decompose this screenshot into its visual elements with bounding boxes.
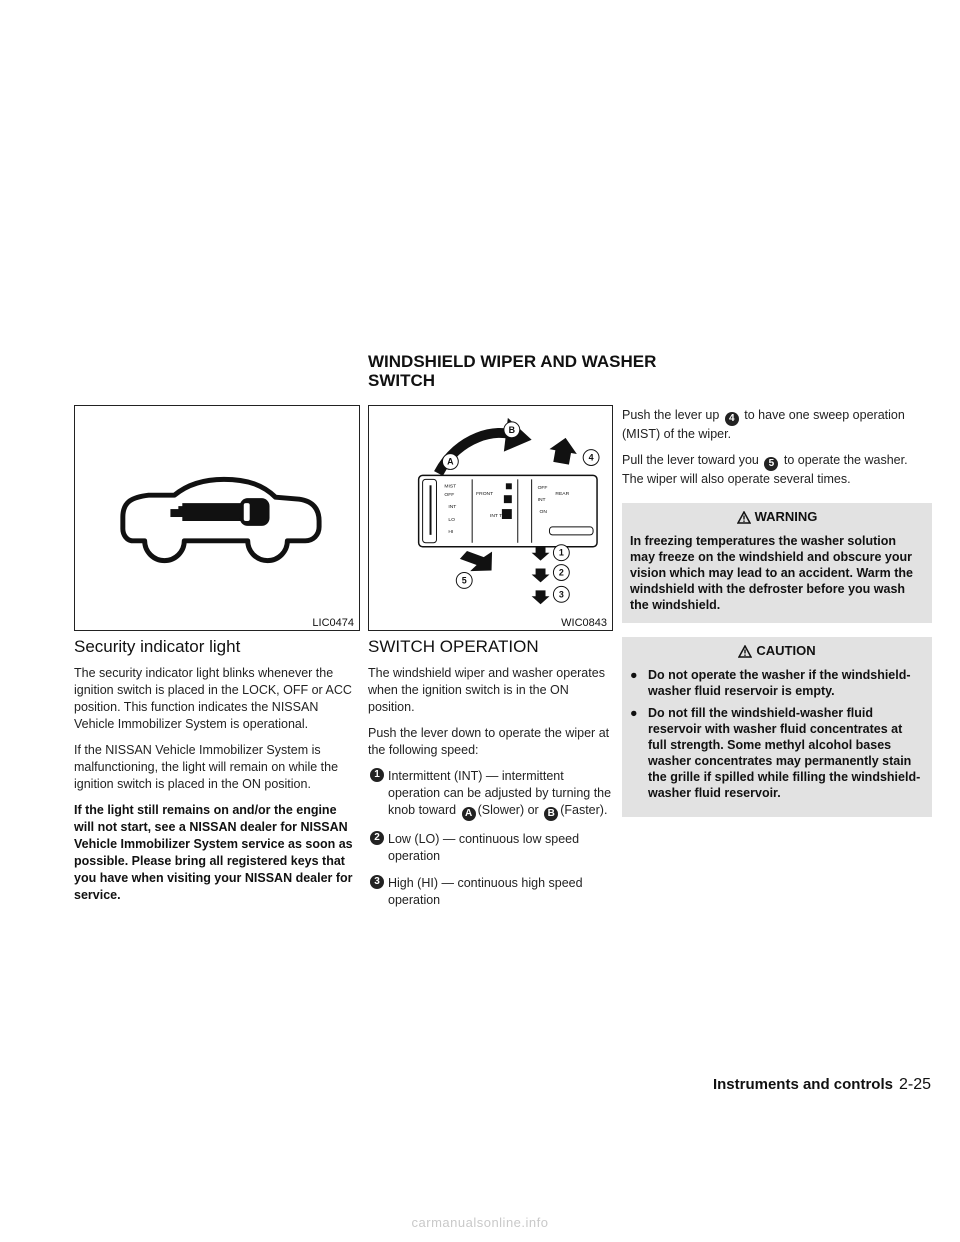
- figure-wiper-switch: [368, 405, 613, 631]
- label-rear-on: ON: [539, 510, 547, 516]
- paragraph: Push the lever up 4 to have one sweep operation (MIST) of the wiper.: [622, 408, 905, 441]
- label-mist: MIST: [444, 484, 457, 490]
- caution-box: [622, 637, 932, 817]
- label-hi: HI: [448, 529, 454, 535]
- caution-list: [630, 667, 924, 801]
- callout-b-marker: B: [544, 807, 558, 821]
- page-footer: [713, 1076, 931, 1094]
- label-rear-off: OFF: [537, 486, 548, 492]
- warning-box: [622, 503, 932, 623]
- paragraph: The security indicator light blinks whenever the ignition switch is placed in the LOCK, OFF or ACC position. This function indicates the NISSAN Vehicle Immobilizer System is operational.: [74, 666, 352, 731]
- paragraph-bold: If the light still remains on and/or the engine will not start, see a NISSAN dealer for NISSAN Vehicle Immobilizer System service as soon as possible. Please bring all registered keys that you have when visiting your NISSAN dealer for service.: [74, 803, 353, 902]
- step-number: 5: [764, 457, 778, 471]
- label-int: INT: [448, 505, 457, 511]
- page-number: 2-25: [898, 1076, 931, 1093]
- figure-code: WIC0843: [561, 617, 607, 629]
- warning-icon: [737, 511, 751, 524]
- callout-3: 3: [558, 589, 564, 600]
- middle-column: [368, 637, 614, 919]
- section-title-line2: SWITCH: [368, 371, 436, 390]
- label-rear-int: INT: [537, 498, 546, 504]
- heading-switch-operation: SWITCH OPERATION: [368, 637, 539, 656]
- bullet-icon: ●: [630, 668, 638, 682]
- list-item: 2 Low (LO) — continuous low speed operation: [368, 831, 614, 865]
- heading-security-light: Security indicator light: [74, 637, 241, 656]
- right-column: [622, 407, 932, 831]
- paragraph: If the NISSAN Vehicle Immobilizer System is malfunctioning, the light will remain on while the ignition switch is placed in the ON position.: [74, 743, 339, 791]
- callout-5: 5: [461, 575, 467, 586]
- paragraph: Pull the lever toward you 5 to operate the washer. The wiper will also operate several times.: [622, 453, 908, 486]
- callout-1: 1: [558, 547, 564, 558]
- caution-icon: [738, 645, 752, 658]
- label-int-time: INT TIME: [490, 514, 511, 520]
- section-title: [368, 352, 728, 390]
- list-item: ● Do not fill the windshield-washer fluid reservoir with washer fluid concentrates at full strength. Some methyl alcohol bases washer concentrates may permanently stain the grille if spilled while filling the windshield-washer fluid reservoir.: [630, 706, 921, 800]
- warning-title: WARNING: [754, 509, 818, 524]
- car-key-icon: [75, 406, 359, 630]
- callout-4: 4: [588, 452, 594, 463]
- label-off: OFF: [444, 493, 455, 499]
- paragraph: The windshield wiper and washer operates when the ignition switch is in the ON position.: [368, 666, 605, 714]
- callout-a: A: [447, 456, 454, 467]
- step-number: 2: [370, 831, 384, 845]
- list-item: 3 High (HI) — continuous high speed operation: [368, 875, 614, 909]
- bullet-icon: ●: [630, 706, 638, 720]
- callout-b: B: [508, 424, 516, 435]
- list-item: ● Do not operate the washer if the windshield-washer fluid reservoir is empty.: [630, 668, 911, 698]
- watermark: carmanualsonline.info: [411, 1215, 549, 1230]
- paragraph: Push the lever down to operate the wiper at the following speed:: [368, 726, 610, 757]
- label-lo: LO: [448, 517, 455, 523]
- left-column: [74, 637, 360, 913]
- list-item: 1 Intermittent (INT) — intermittent operation can be adjusted by turning the knob toward A (Slower) or B (Faster).: [368, 768, 614, 821]
- label-rear: REAR: [555, 492, 570, 498]
- step-number: 1: [370, 768, 384, 782]
- caution-title: CAUTION: [756, 643, 816, 658]
- step-number: 3: [370, 875, 384, 889]
- label-front: FRONT: [476, 492, 494, 498]
- section-title-line1: WINDSHIELD WIPER AND WASHER: [368, 352, 657, 371]
- warning-text: In freezing temperatures the washer solution may freeze on the windshield and obscure your vision which may lead to an accident. Warm the windshield with the defroster before you wash the windshield.: [630, 534, 913, 612]
- callout-a-marker: A: [462, 807, 476, 821]
- callout-2: 2: [558, 567, 564, 578]
- figure-security-light: [74, 405, 360, 631]
- figure-code: LIC0474: [312, 617, 354, 629]
- footer-section: Instruments and controls: [712, 1076, 893, 1093]
- step-number: 4: [725, 412, 739, 426]
- wiper-switch-diagram: [369, 406, 612, 630]
